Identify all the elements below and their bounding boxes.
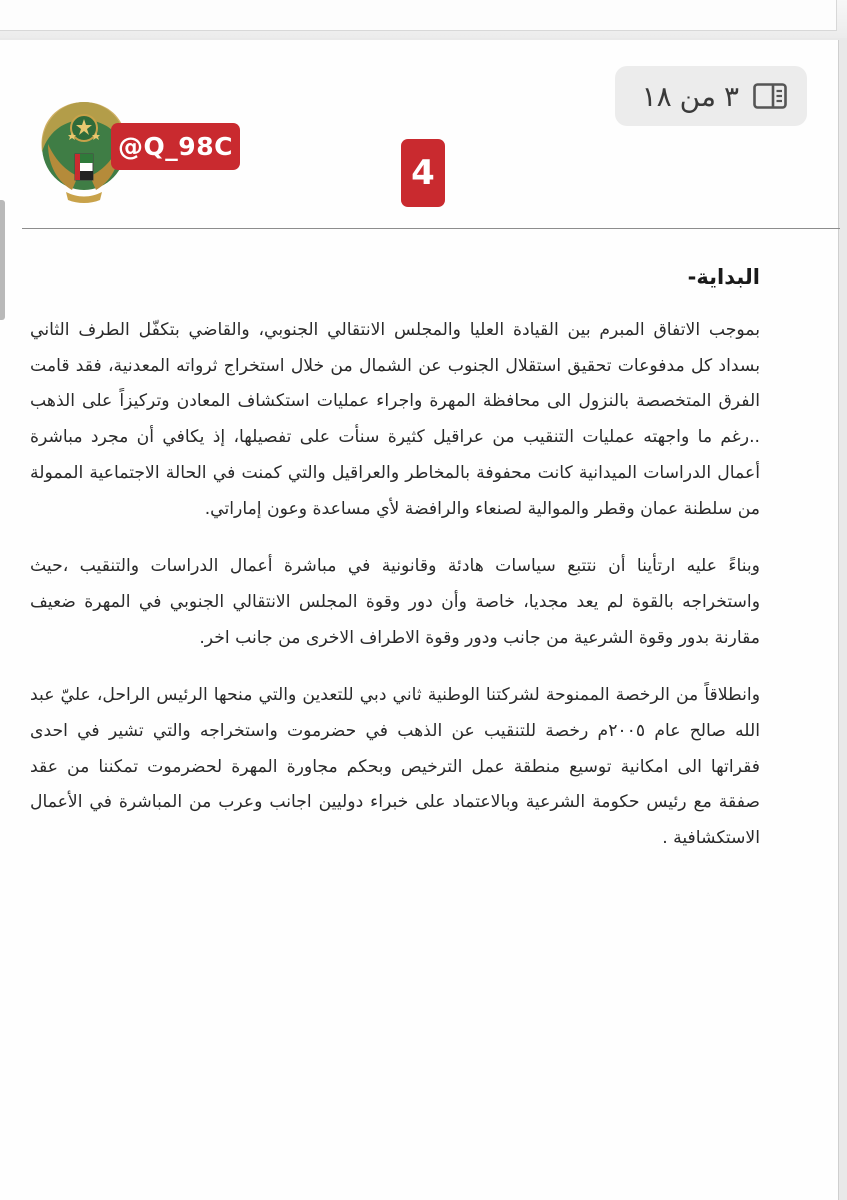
page-indicator[interactable] bbox=[615, 66, 807, 126]
paragraph-1: بموجب الاتفاق المبرم بين القيادة العليا والمجلس الانتقالي الجنوبي، والقاضي بتكفّل الطرف الثاني بسداد كل مدفوعات تحقيق استقلال الجنوب عن الشمال من خلال استخراج ثرواته المعدنية، فقد قامت الفرق المتخصصة بالنزول الى محافظة المهرة واجراء عمليات استكشاف المعادن وتركيزاً على الذهب ..رغم ما واجهته عمليات التنقيب من عراقيل كثيرة سنأت على تفصيلها، إذ يكافي أن مجرد مباشرة أعمال الدراسات الميدانية كانت محفوفة بالمخاطر والعراقيل والتي كمنت في الحالة الاجتماعية الممولة من سلطنة عمان وقطر والموالية لصنعاء والرافضة لأي مساعدة وعون إماراتي. bbox=[30, 320, 760, 519]
watermark-handle-badge: @Q_98C bbox=[111, 123, 240, 170]
paragraph-2: وبناءً عليه ارتأينا أن نتتبع سياسات هادئة وقانونية في مباشرة أعمال الدراسات والتنقيب ،حيث واستخراجه بالقوة لم يعد مجديا، خاصة وأن دور وقوة المجلس الانتقالي الجنوبي في المهرة ضعيف مقارنة بدور وقوة الشرعية من جانب ودور وقوة الاطراف الاخرى من جانب اخر. bbox=[30, 556, 760, 648]
previous-page-edge bbox=[0, 0, 847, 38]
section-heading: البداية- bbox=[687, 265, 760, 289]
document-page[interactable] bbox=[0, 40, 839, 1200]
page-separator: من bbox=[679, 79, 716, 113]
page-number-badge: 4 bbox=[401, 139, 445, 207]
book-view-icon[interactable] bbox=[753, 83, 787, 109]
paragraph-3: وانطلاقاً من الرخصة الممنوحة لشركتنا الوطنية ثاني دبي للتعدين والتي منحها الرئيس الراحل، عليّ عبد الله صالح عام ٢٠٠٥م رخصة للتنقيب عن الذهب في حضرموت واستخراجه والتي تشير في احدى فقراتها الى امكانية توسيع منطقة عمل الترخيص وبحكم مجاورة المهرة لحضرموت تمكننا من عقد صفقة مع رئيس حكومة الشرعية وبالاعتماد على خبراء دوليين اجانب وعرب من المباشرة في الأعمال الاستكشافية . bbox=[30, 685, 760, 849]
page-scroll-indicator[interactable] bbox=[0, 200, 5, 320]
document-body bbox=[30, 265, 760, 879]
page-indicator-text bbox=[642, 80, 739, 113]
page-current: ٣ bbox=[723, 79, 739, 113]
previous-page-sheet bbox=[0, 0, 837, 31]
page-total: ١٨ bbox=[641, 79, 672, 113]
header-divider bbox=[22, 228, 840, 229]
